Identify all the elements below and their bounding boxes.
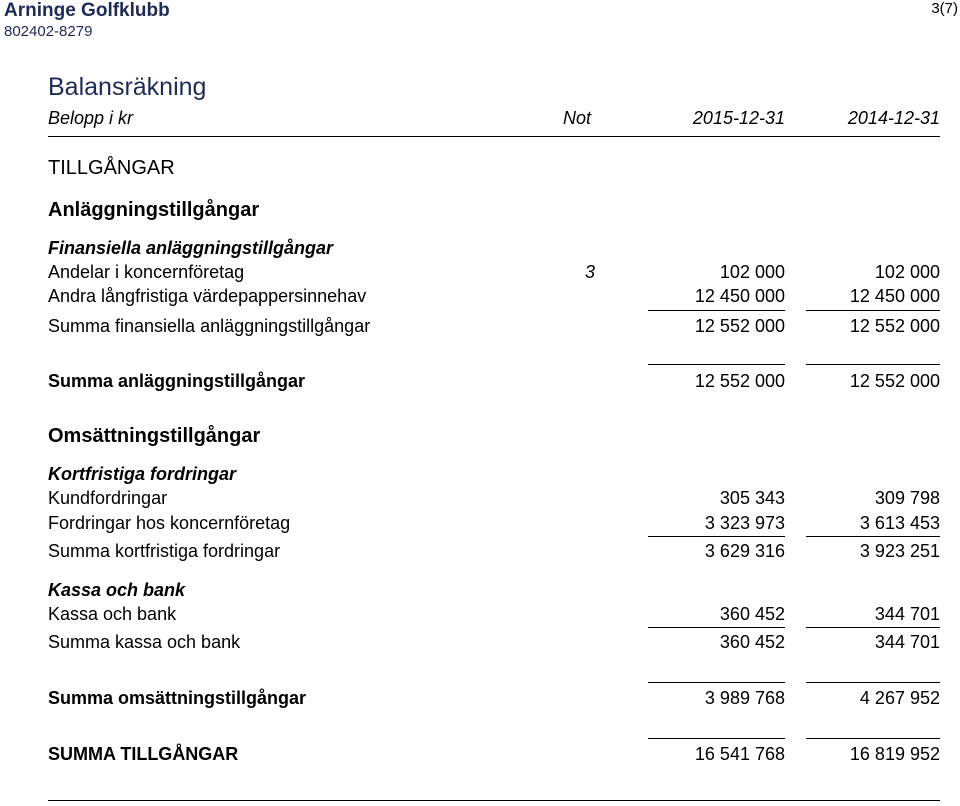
current-assets-total-year1: 3 989 768 xyxy=(704,688,785,708)
grand-total-rule xyxy=(648,738,785,739)
row-value-year1: 3 629 316 xyxy=(704,541,785,561)
amount-unit-label: Belopp i kr xyxy=(48,108,134,128)
row-value-year1: 360 452 xyxy=(719,632,785,652)
cash-heading: Kassa och bank xyxy=(48,580,186,600)
footer-divider xyxy=(48,800,940,801)
row-value-year1: 12 552 000 xyxy=(694,316,785,336)
current-assets-heading: Omsättningstillgångar xyxy=(48,425,261,447)
grand-total-year1: 16 541 768 xyxy=(694,744,785,764)
row-label: Summa finansiella anläggningstillgångar xyxy=(48,316,371,336)
row-note: 3 xyxy=(584,262,595,282)
subtotal-rule xyxy=(648,627,785,628)
fixed-assets-total-year2: 12 552 000 xyxy=(849,371,940,391)
subtotal-rule xyxy=(648,310,785,311)
subtotal-rule xyxy=(648,536,785,537)
row-value-year2: 344 701 xyxy=(874,632,940,652)
subtotal-rule xyxy=(806,627,940,628)
subtotal-rule xyxy=(806,310,940,311)
page-title: Balansräkning xyxy=(48,73,207,101)
row-value-year2: 3 923 251 xyxy=(859,541,940,561)
row-label: Kundfordringar xyxy=(48,488,168,508)
row-value-year2: 344 701 xyxy=(874,604,940,624)
fixed-assets-total-year1: 12 552 000 xyxy=(694,371,785,391)
row-label: Kassa och bank xyxy=(48,604,177,624)
organization-name: Arninge Golfklubb xyxy=(4,0,170,21)
row-label: Summa kassa och bank xyxy=(48,632,241,652)
year1-column-header: 2015-12-31 xyxy=(692,108,785,128)
fixed-assets-total-label: Summa anläggningstillgångar xyxy=(48,371,306,391)
grand-total-rule xyxy=(806,738,940,739)
row-label: Fordringar hos koncernföretag xyxy=(48,513,291,533)
row-value-year1: 360 452 xyxy=(719,604,785,624)
note-column-header: Not xyxy=(563,108,592,128)
row-value-year1: 102 000 xyxy=(719,262,785,282)
receivables-heading: Kortfristiga fordringar xyxy=(48,464,237,484)
total-rule xyxy=(648,364,785,365)
page-number: 3(7) xyxy=(931,0,958,17)
financial-assets-heading: Finansiella anläggningstillgångar xyxy=(48,238,334,258)
total-rule xyxy=(806,364,940,365)
header-divider xyxy=(48,136,940,137)
total-rule xyxy=(648,682,785,683)
row-label: Summa kortfristiga fordringar xyxy=(48,541,281,561)
year2-column-header: 2014-12-31 xyxy=(847,108,940,128)
total-rule xyxy=(806,682,940,683)
row-value-year2: 102 000 xyxy=(874,262,940,282)
row-value-year2: 12 450 000 xyxy=(849,286,940,306)
row-value-year1: 305 343 xyxy=(719,488,785,508)
grand-total-label: SUMMA TILLGÅNGAR xyxy=(48,744,239,764)
row-value-year1: 3 323 973 xyxy=(704,513,785,533)
row-value-year2: 3 613 453 xyxy=(859,513,940,533)
assets-heading: TILLGÅNGAR xyxy=(48,157,175,179)
row-value-year2: 309 798 xyxy=(874,488,940,508)
row-label: Andelar i koncernföretag xyxy=(48,262,245,282)
current-assets-total-label: Summa omsättningstillgångar xyxy=(48,688,307,708)
subtotal-rule xyxy=(806,536,940,537)
row-value-year2: 12 552 000 xyxy=(849,316,940,336)
row-label: Andra långfristiga värdepappersinnehav xyxy=(48,286,367,306)
grand-total-year2: 16 819 952 xyxy=(849,744,940,764)
row-value-year1: 12 450 000 xyxy=(694,286,785,306)
current-assets-total-year2: 4 267 952 xyxy=(859,688,940,708)
fixed-assets-heading: Anläggningstillgångar xyxy=(48,199,260,221)
organization-number: 802402-8279 xyxy=(4,23,93,40)
